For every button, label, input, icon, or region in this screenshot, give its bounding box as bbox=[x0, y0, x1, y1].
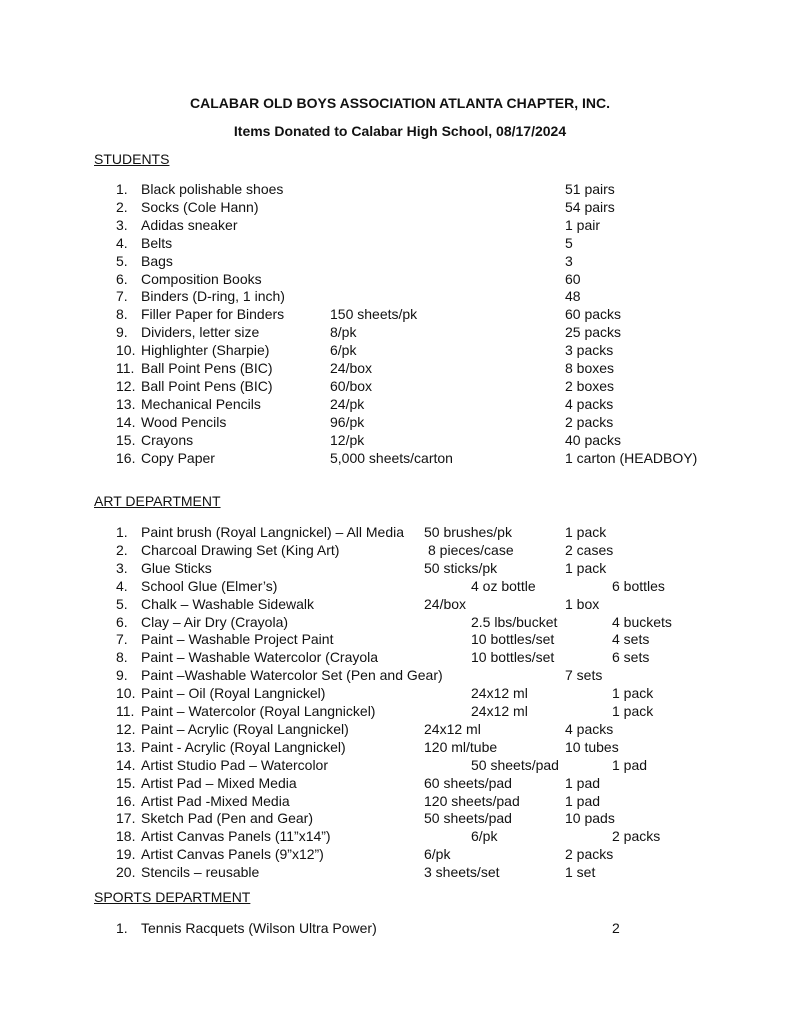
item-quantity: 1 set bbox=[565, 864, 596, 881]
item-quantity: 2 cases bbox=[565, 541, 614, 558]
students-item-row bbox=[0, 377, 800, 395]
item-number: 4. bbox=[116, 234, 128, 251]
item-name: Artist Canvas Panels (9”x12”) bbox=[141, 846, 324, 863]
item-name: Binders (D-ring, 1 inch) bbox=[141, 288, 285, 305]
item-number: 19. bbox=[116, 846, 136, 863]
item-pack-size: 12/pk bbox=[330, 431, 365, 448]
item-number: 17. bbox=[116, 810, 136, 827]
item-pack-size: 24/box bbox=[424, 595, 467, 612]
sports-item-row bbox=[0, 919, 800, 937]
item-quantity: 1 pack bbox=[565, 524, 607, 540]
art-item-row bbox=[0, 774, 800, 792]
students-item-row bbox=[0, 341, 800, 359]
item-quantity: 1 carton (HEADBOY) bbox=[565, 449, 698, 466]
item-quantity: 6 sets bbox=[612, 649, 650, 666]
item-quantity: 2 packs bbox=[565, 413, 614, 430]
item-pack-size: 8/pk bbox=[330, 324, 357, 341]
students-item-row bbox=[0, 180, 800, 198]
item-name: Bags bbox=[141, 252, 173, 269]
item-quantity: 2 boxes bbox=[565, 377, 615, 394]
item-pack-size: 60/box bbox=[330, 377, 373, 394]
item-quantity: 1 box bbox=[565, 595, 600, 612]
item-number: 11. bbox=[116, 703, 135, 719]
item-name: Paint – Oil (Royal Langnickel) bbox=[141, 685, 326, 702]
item-quantity: 1 pack bbox=[612, 703, 654, 719]
students-section-title: STUDENTS bbox=[94, 151, 170, 167]
item-pack-size: 6/pk bbox=[424, 846, 451, 863]
item-number: 2. bbox=[116, 198, 128, 215]
art-item-row bbox=[0, 809, 800, 827]
art-item-row bbox=[0, 648, 800, 666]
item-quantity: 2 bbox=[612, 920, 620, 936]
item-quantity: 54 pairs bbox=[565, 198, 615, 215]
item-number: 7. bbox=[116, 631, 128, 648]
item-quantity: 4 packs bbox=[565, 395, 614, 412]
art-item-row bbox=[0, 684, 800, 702]
item-number: 14. bbox=[116, 756, 136, 773]
item-name: Socks (Cole Hann) bbox=[141, 198, 259, 215]
item-number: 6. bbox=[116, 613, 128, 630]
item-name: Artist Studio Pad – Watercolor bbox=[141, 756, 329, 773]
art-item-row bbox=[0, 702, 800, 720]
students-item-row bbox=[0, 323, 800, 341]
item-pack-size: 6/pk bbox=[330, 342, 357, 359]
item-quantity: 2 packs bbox=[565, 846, 614, 863]
item-number: 5. bbox=[116, 595, 128, 612]
item-number: 5. bbox=[116, 252, 128, 269]
art-item-row bbox=[0, 523, 800, 541]
item-pack-size: 50 sheets/pad bbox=[424, 810, 512, 827]
item-quantity: 4 buckets bbox=[612, 613, 672, 630]
item-name: School Glue (Elmer’s) bbox=[141, 577, 278, 594]
item-name: Artist Pad -Mixed Media bbox=[141, 792, 290, 809]
item-number: 3. bbox=[116, 216, 128, 233]
item-number: 13. bbox=[116, 395, 136, 412]
item-quantity: 7 sets bbox=[565, 667, 603, 684]
item-quantity: 1 pack bbox=[612, 685, 654, 702]
sports-section-title: SPORTS DEPARTMENT bbox=[94, 889, 251, 905]
item-name: Adidas sneaker bbox=[141, 216, 238, 233]
item-name: Stencils – reusable bbox=[141, 864, 260, 881]
art-item-row bbox=[0, 630, 800, 648]
item-name: Copy Paper bbox=[141, 449, 215, 466]
item-name: Tennis Racquets (Wilson Ultra Power) bbox=[141, 920, 377, 936]
item-number: 1. bbox=[116, 524, 128, 540]
item-name: Dividers, letter size bbox=[141, 324, 260, 341]
item-pack-size: 96/pk bbox=[330, 413, 365, 430]
art-item-row bbox=[0, 559, 800, 577]
item-pack-size: 2.5 lbs/bucket bbox=[471, 613, 558, 630]
item-name: Paint – Washable Project Paint bbox=[141, 631, 334, 648]
item-name: Mechanical Pencils bbox=[141, 395, 261, 412]
item-name: Wood Pencils bbox=[141, 413, 227, 430]
item-quantity: 25 packs bbox=[565, 324, 622, 341]
item-number: 6. bbox=[116, 270, 128, 287]
item-quantity: 1 pad bbox=[565, 774, 601, 791]
item-pack-size: 24x12 ml bbox=[471, 703, 528, 719]
item-quantity: 6 bottles bbox=[612, 577, 665, 594]
students-item-row bbox=[0, 395, 800, 413]
item-pack-size: 24/pk bbox=[330, 395, 365, 412]
item-number: 10. bbox=[116, 685, 136, 702]
item-quantity: 2 packs bbox=[612, 828, 661, 845]
art-item-row bbox=[0, 720, 800, 738]
students-item-row bbox=[0, 234, 800, 252]
students-item-row bbox=[0, 431, 800, 449]
item-pack-size: 120 sheets/pad bbox=[424, 792, 520, 809]
item-pack-size: 50 brushes/pk bbox=[424, 524, 512, 540]
item-name: Paint – Acrylic (Royal Langnickel) bbox=[141, 720, 349, 737]
art-item-row bbox=[0, 756, 800, 774]
item-name: Chalk – Washable Sidewalk bbox=[141, 595, 315, 612]
item-quantity: 48 bbox=[565, 288, 581, 305]
art-item-row bbox=[0, 863, 800, 881]
item-number: 3. bbox=[116, 559, 128, 576]
item-number: 13. bbox=[116, 738, 136, 755]
students-item-row bbox=[0, 359, 800, 377]
item-quantity: 60 bbox=[565, 270, 581, 287]
item-number: 1. bbox=[116, 920, 128, 936]
item-number: 7. bbox=[116, 288, 128, 305]
item-number: 15. bbox=[116, 431, 136, 448]
item-name: Artist Pad – Mixed Media bbox=[141, 774, 297, 791]
art-item-row bbox=[0, 827, 800, 845]
item-quantity: 1 pair bbox=[565, 216, 601, 233]
students-item-row bbox=[0, 449, 800, 467]
item-name: Belts bbox=[141, 234, 173, 251]
item-name: Glue Sticks bbox=[141, 559, 212, 576]
item-number: 8. bbox=[116, 649, 128, 666]
item-pack-size: 24/box bbox=[330, 360, 373, 376]
item-name: Sketch Pad (Pen and Gear) bbox=[141, 810, 313, 827]
item-name: Clay – Air Dry (Crayola) bbox=[141, 613, 289, 630]
students-item-row bbox=[0, 216, 800, 234]
item-name: Charcoal Drawing Set (King Art) bbox=[141, 541, 340, 558]
item-name: Highlighter (Sharpie) bbox=[141, 342, 270, 359]
art-item-row bbox=[0, 792, 800, 810]
item-number: 16. bbox=[116, 449, 136, 466]
item-pack-size: 50 sheets/pad bbox=[471, 756, 559, 773]
item-name: Ball Point Pens (BIC) bbox=[141, 360, 273, 376]
item-quantity: 4 packs bbox=[565, 720, 614, 737]
item-name: Paint –Washable Watercolor Set (Pen and Gear) bbox=[141, 667, 443, 684]
item-number: 8. bbox=[116, 306, 128, 323]
art-item-row bbox=[0, 666, 800, 684]
item-number: 18. bbox=[116, 828, 136, 845]
item-pack-size: 24x12 ml bbox=[471, 685, 528, 702]
item-pack-size: 24x12 ml bbox=[424, 720, 481, 737]
item-pack-size: 3 sheets/set bbox=[424, 864, 500, 881]
item-number: 10. bbox=[116, 342, 136, 359]
art-item-row bbox=[0, 845, 800, 863]
item-pack-size: 60 sheets/pad bbox=[424, 774, 512, 791]
item-name: Black polishable shoes bbox=[141, 181, 284, 197]
art-item-row bbox=[0, 595, 800, 613]
item-quantity: 40 packs bbox=[565, 431, 622, 448]
item-pack-size: 5,000 sheets/carton bbox=[330, 449, 453, 466]
item-quantity: 60 packs bbox=[565, 306, 622, 323]
item-number: 2. bbox=[116, 541, 128, 558]
item-quantity: 3 packs bbox=[565, 342, 614, 359]
item-number: 20. bbox=[116, 864, 136, 881]
item-number: 16. bbox=[116, 792, 136, 809]
students-item-row bbox=[0, 413, 800, 431]
item-pack-size: 120 ml/tube bbox=[424, 738, 498, 755]
item-pack-size: 6/pk bbox=[471, 828, 498, 845]
students-item-row bbox=[0, 198, 800, 216]
item-name: Filler Paper for Binders bbox=[141, 306, 285, 323]
item-pack-size: 10 bottles/set bbox=[471, 649, 555, 666]
item-pack-size: 10 bottles/set bbox=[471, 631, 555, 648]
item-name: Crayons bbox=[141, 431, 194, 448]
item-pack-size: 4 oz bottle bbox=[471, 577, 536, 594]
item-number: 1. bbox=[116, 181, 128, 197]
art-item-row bbox=[0, 738, 800, 756]
item-quantity: 10 pads bbox=[565, 810, 615, 827]
art-section-title: ART DEPARTMENT bbox=[94, 493, 221, 509]
item-quantity: 5 bbox=[565, 234, 573, 251]
item-pack-size: 150 sheets/pk bbox=[330, 306, 418, 323]
item-quantity: 4 sets bbox=[612, 631, 650, 648]
item-number: 15. bbox=[116, 774, 136, 791]
item-quantity: 10 tubes bbox=[565, 738, 619, 755]
item-pack-size: 8 pieces/case bbox=[428, 541, 514, 558]
document-subtitle: Items Donated to Calabar High School, 08/17/2024 bbox=[233, 123, 567, 139]
item-quantity: 8 boxes bbox=[565, 360, 615, 376]
item-number: 9. bbox=[116, 667, 128, 684]
item-number: 14. bbox=[116, 413, 136, 430]
item-quantity: 3 bbox=[565, 252, 573, 269]
item-name: Composition Books bbox=[141, 270, 262, 287]
students-item-row bbox=[0, 270, 800, 288]
item-quantity: 1 pad bbox=[612, 756, 648, 773]
item-pack-size: 50 sticks/pk bbox=[424, 559, 498, 576]
item-quantity: 1 pad bbox=[565, 792, 601, 809]
art-item-row bbox=[0, 541, 800, 559]
item-name: Ball Point Pens (BIC) bbox=[141, 377, 273, 394]
students-item-row bbox=[0, 287, 800, 305]
item-name: Paint – Watercolor (Royal Langnickel) bbox=[141, 703, 376, 719]
students-item-row bbox=[0, 305, 800, 323]
item-number: 4. bbox=[116, 577, 128, 594]
art-item-row bbox=[0, 577, 800, 595]
org-title: CALABAR OLD BOYS ASSOCIATION ATLANTA CHAPTER, INC. bbox=[190, 95, 610, 111]
item-quantity: 1 pack bbox=[565, 559, 607, 576]
item-number: 12. bbox=[116, 377, 136, 394]
item-number: 11. bbox=[116, 360, 135, 376]
item-name: Paint - Acrylic (Royal Langnickel) bbox=[141, 738, 346, 755]
item-name: Artist Canvas Panels (11”x14”) bbox=[141, 828, 331, 845]
item-name: Paint brush (Royal Langnickel) – All Media bbox=[141, 524, 405, 540]
item-name: Paint – Washable Watercolor (Crayola bbox=[141, 649, 379, 666]
students-item-row bbox=[0, 252, 800, 270]
art-item-row bbox=[0, 613, 800, 631]
item-number: 9. bbox=[116, 324, 128, 341]
item-quantity: 51 pairs bbox=[565, 181, 615, 197]
item-number: 12. bbox=[116, 720, 136, 737]
